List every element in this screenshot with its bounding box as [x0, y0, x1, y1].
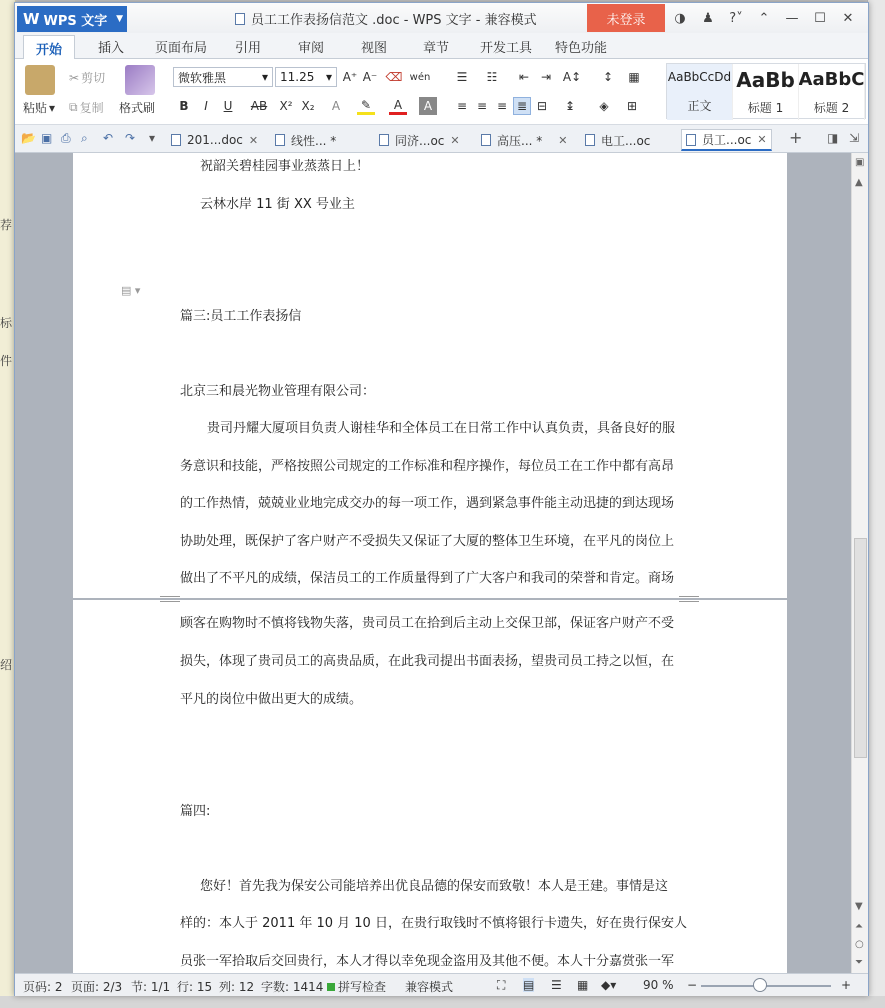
doc-line: 云林水岸 11 街 XX 号业主: [200, 197, 355, 212]
maximize-button[interactable]: ☐: [814, 10, 826, 26]
document-icon: [235, 13, 245, 25]
split-view-icon[interactable]: ▣: [855, 157, 865, 168]
status-row[interactable]: 行: 15: [177, 980, 213, 994]
text-direction-icon[interactable]: A↕: [562, 70, 582, 84]
doc-tab-label: 201...doc: [187, 133, 243, 147]
close-icon[interactable]: ✕: [248, 133, 259, 147]
app-menu-button[interactable]: [17, 6, 127, 32]
numbered-list-icon[interactable]: ☷: [486, 70, 498, 84]
print-preview-icon[interactable]: ⌕: [81, 131, 88, 145]
decrease-indent-icon[interactable]: ⇤: [518, 70, 530, 84]
document-icon: [379, 134, 389, 146]
spell-check-icon: [327, 983, 335, 991]
status-page-code[interactable]: 页码: 2: [23, 980, 63, 994]
doc-line: 样的：本人于 2011 年 10 月 10 日，在贵行取钱时不慎将银行卡遗失，好在贵行保安人: [180, 916, 687, 931]
close-icon[interactable]: ✕: [450, 133, 460, 147]
status-compat-mode: 兼容模式: [405, 980, 454, 994]
document-icon: [686, 134, 696, 146]
bg-char: 件: [0, 354, 13, 368]
scroll-down-icon[interactable]: ▼: [855, 901, 863, 912]
paste-label: 粘贴: [23, 101, 48, 115]
background-bottom-strip: [0, 996, 885, 1008]
superscript-icon[interactable]: X²: [279, 99, 293, 113]
tab-list-icon[interactable]: ◨: [827, 131, 839, 145]
style-preview: AaBbC: [799, 68, 865, 90]
tab-page-layout[interactable]: 页面布局: [155, 41, 208, 56]
wps-logo-icon: W: [23, 10, 40, 28]
status-section[interactable]: 节: 1/1: [131, 980, 171, 994]
doc-tab[interactable]: [271, 129, 340, 151]
collapse-ribbon-icon[interactable]: ⌃: [758, 10, 770, 26]
skin-icon[interactable]: ◑: [674, 10, 686, 26]
copy-label: 复制: [79, 101, 104, 115]
login-button[interactable]: 未登录: [587, 4, 665, 32]
cut-label: 剪切: [81, 71, 106, 85]
border-icon[interactable]: ⊞: [626, 99, 638, 113]
document-page[interactable]: [73, 153, 787, 598]
minimize-button[interactable]: —: [785, 10, 799, 26]
close-icon[interactable]: ✕: [757, 133, 767, 146]
style-preview: AaBbCcDd: [667, 70, 732, 85]
menu-bar: [15, 33, 868, 59]
doc-tab-label: 同济...oc: [395, 133, 445, 148]
zoom-slider-handle[interactable]: [753, 978, 767, 992]
bullet-list-icon[interactable]: ☰: [456, 70, 468, 84]
save-icon[interactable]: ▣: [41, 131, 53, 145]
shrink-font-icon[interactable]: A⁻: [362, 70, 378, 84]
full-screen-icon[interactable]: ⛶: [497, 978, 506, 992]
grow-font-icon[interactable]: A⁺: [342, 70, 358, 84]
document-icon: [481, 134, 491, 146]
doc-tab[interactable]: [375, 129, 464, 151]
quick-access-dropdown-icon[interactable]: ▾: [149, 131, 156, 145]
doc-tab-label: 电工...oc: [601, 133, 651, 148]
doc-tab-label: 员工...oc: [702, 133, 752, 147]
align-right-icon[interactable]: ≡: [496, 99, 508, 113]
bg-char: 标: [0, 316, 13, 330]
document-area[interactable]: [15, 153, 851, 973]
sort-icon[interactable]: ↕: [602, 70, 614, 84]
doc-line: 您好！首先我为保安公司能培养出优良品德的保安而致敬！本人是王建。事情是这: [200, 879, 669, 894]
doc-line: 务意识和技能，严格按照公司规定的工作标准和程序操作，每位员工在工作中都有高昂: [180, 459, 675, 474]
tab-developer[interactable]: 开发工具: [480, 41, 533, 56]
font-name-value: 微软雅黑: [178, 70, 227, 85]
undo-icon[interactable]: ↶: [103, 131, 114, 145]
align-left-icon[interactable]: ≡: [456, 99, 468, 113]
app-name: WPS 文字: [43, 13, 108, 29]
tab-review[interactable]: 审阅: [298, 41, 325, 56]
redo-icon[interactable]: ↷: [125, 131, 136, 145]
doc-tab-label: 线性... *: [291, 133, 337, 148]
doc-line: 祝韶关碧桂园事业蒸蒸日上！: [200, 159, 370, 174]
doc-tab-label: 高压... *: [497, 133, 543, 148]
scrollbar-thumb[interactable]: [854, 538, 867, 758]
window-title-text: 员工工作表扬信范文 .doc - WPS 文字 - 兼容模式: [251, 13, 537, 28]
tab-view[interactable]: 视图: [361, 41, 388, 56]
highlight-icon[interactable]: ✎: [357, 97, 375, 115]
bold-icon[interactable]: B: [179, 99, 189, 113]
chevron-down-icon: ▼: [116, 14, 123, 24]
style-heading-1[interactable]: [733, 64, 799, 120]
prev-page-icon[interactable]: ⏶: [855, 921, 863, 932]
subscript-icon[interactable]: X₂: [301, 99, 315, 113]
doc-heading: 篇四:: [180, 804, 211, 819]
style-name: 标题 2: [813, 100, 850, 115]
document-page[interactable]: [73, 600, 787, 973]
tab-home[interactable]: 开始: [23, 35, 75, 59]
doc-line: 顾客在购物时不慎将钱物失落，贵司员工在拾到后主动上交保卫部，保证客户财产不受: [180, 616, 675, 631]
print-icon[interactable]: ⎙: [61, 131, 71, 145]
char-shading-icon[interactable]: A: [419, 97, 437, 115]
shading-icon[interactable]: ◈: [599, 99, 609, 113]
doc-line: 损失，体现了贵司员工的高贵品质，在此我司提出书面表扬，望贵司员工持之以恒，在: [180, 654, 675, 669]
status-col[interactable]: 列: 12: [219, 980, 255, 994]
doc-tab[interactable]: [167, 129, 262, 151]
ribbon-toolbar: [15, 59, 868, 125]
justify-icon[interactable]: ≣: [513, 97, 531, 115]
status-page[interactable]: 页面: 2/3: [71, 980, 123, 994]
window-title: [235, 9, 537, 28]
line-spacing-icon[interactable]: ↨: [564, 99, 576, 113]
copy-button[interactable]: ⧉ 复制: [69, 100, 104, 115]
spell-check-toggle[interactable]: [327, 978, 386, 995]
wps-window: [14, 2, 869, 996]
page-break-marker: [160, 596, 180, 602]
increase-indent-icon[interactable]: ⇥: [540, 70, 552, 84]
help-icon[interactable]: ?˅: [729, 10, 743, 26]
cut-button[interactable]: ✂ 剪切: [69, 70, 106, 85]
status-bar: [15, 973, 868, 996]
document-icon: [585, 134, 595, 146]
bg-char: 荐: [0, 218, 13, 232]
close-icon[interactable]: ✕: [558, 133, 568, 147]
background-right-strip: [867, 0, 885, 1008]
status-word-count[interactable]: 字数: 1414: [261, 980, 324, 994]
browse-object-icon[interactable]: ○: [855, 939, 864, 950]
page-view-icon[interactable]: ▤: [523, 978, 535, 992]
font-name-select[interactable]: [173, 67, 273, 87]
web-view-icon[interactable]: ▦: [577, 978, 589, 992]
format-painter-button[interactable]: 格式刷: [119, 101, 156, 115]
text-effect-icon[interactable]: A: [331, 99, 341, 113]
doc-line: 做出了不平凡的成绩，保洁员工的工作质量得到了广大客户和我司的荣誉和肯定。商场: [180, 571, 675, 586]
style-preview: AaBb: [736, 67, 795, 92]
spell-check-label: 拼写检查: [338, 980, 387, 994]
doc-heading: 篇三:员工工作表扬信: [180, 309, 302, 324]
doc-line: 贵司丹耀大厦项目负责人谢桂华和全体员工在日常工作中认真负责，具备良好的服: [207, 421, 676, 436]
table-icon[interactable]: ▦: [628, 70, 640, 84]
tab-menu-icon[interactable]: ⇲: [849, 131, 860, 145]
bg-char: 绍: [0, 658, 13, 672]
vertical-scrollbar[interactable]: [851, 153, 868, 973]
chevron-down-icon: ▾: [261, 70, 268, 84]
close-button[interactable]: ✕: [842, 10, 854, 26]
new-tab-icon[interactable]: +: [789, 128, 803, 147]
font-size-select[interactable]: [275, 67, 337, 87]
doc-line: 的工作热情，兢兢业业地完成交办的每一项工作，遇到紧急事件能主动迅捷的到达现场: [180, 496, 675, 511]
zoom-in-icon[interactable]: +: [841, 978, 852, 992]
style-name: 标题 1: [747, 101, 784, 116]
doc-line: 协助处理，既保护了客户财产不受损失又保证了大厦的整体卫生环境，在平凡的岗位上: [180, 534, 675, 549]
clear-format-icon[interactable]: ⌫: [385, 70, 403, 84]
shirt-icon[interactable]: ♟: [702, 10, 714, 26]
paragraph-marker-icon[interactable]: ▤ ▾: [121, 284, 141, 297]
zoom-out-icon[interactable]: −: [687, 978, 698, 992]
next-page-icon[interactable]: ⏷: [855, 957, 863, 968]
title-bar: [15, 3, 868, 33]
paste-icon[interactable]: [25, 65, 55, 95]
document-tab-bar: [15, 125, 868, 153]
format-painter-icon[interactable]: [125, 65, 155, 95]
document-icon: [275, 134, 285, 146]
zoom-level[interactable]: 90 %: [643, 978, 674, 992]
scroll-up-icon[interactable]: ▲: [855, 177, 863, 188]
italic-icon[interactable]: I: [204, 99, 208, 113]
align-center-icon[interactable]: ≡: [476, 99, 488, 113]
style-gallery: [666, 63, 866, 119]
doc-tab[interactable]: [477, 129, 571, 151]
chevron-down-icon: ▾: [325, 70, 332, 84]
doc-line: 北京三和晨光物业管理有限公司：: [180, 384, 376, 399]
paste-button[interactable]: 粘贴 ▾: [23, 100, 56, 115]
phonetic-guide-icon[interactable]: wén: [409, 71, 431, 83]
document-icon: [171, 134, 181, 146]
style-normal[interactable]: [667, 64, 733, 120]
page-break-marker: [679, 596, 699, 602]
open-icon[interactable]: 📂: [21, 131, 36, 145]
distribute-icon[interactable]: ⊟: [536, 99, 548, 113]
style-name: 正文: [687, 98, 712, 113]
strikethrough-icon[interactable]: AB: [250, 99, 268, 113]
reading-mode-icon[interactable]: ◆▾: [601, 978, 617, 992]
tab-special[interactable]: 特色功能: [555, 41, 608, 56]
tab-chapter[interactable]: 章节: [423, 41, 450, 56]
outline-view-icon[interactable]: ☰: [551, 978, 562, 992]
doc-line: 员张一军拾取后交回贵行，本人才得以幸免现金盗用及其他不便。本人十分嘉赏张一军: [180, 954, 675, 969]
doc-tab[interactable]: [581, 129, 654, 151]
font-size-value: 11.25: [280, 70, 315, 84]
doc-tab-active[interactable]: [681, 129, 772, 151]
tab-references[interactable]: 引用: [235, 41, 262, 56]
style-heading-2[interactable]: [799, 64, 865, 120]
font-color-icon[interactable]: A: [389, 97, 407, 115]
underline-icon[interactable]: U: [223, 99, 233, 113]
doc-line: 平凡的岗位中做出更大的成绩。: [180, 692, 363, 707]
tab-insert[interactable]: 插入: [98, 41, 125, 56]
